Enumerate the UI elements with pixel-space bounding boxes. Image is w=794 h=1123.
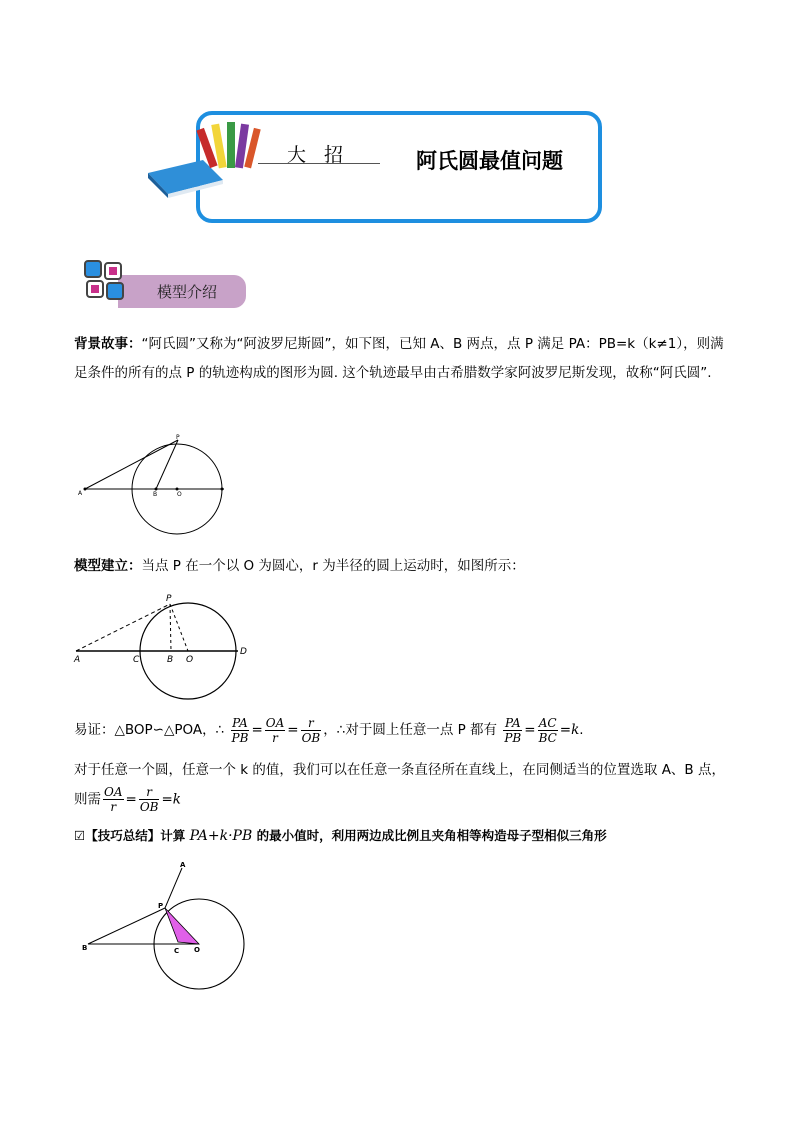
fraction-oa-r: $\frac{OA}{r}$ — [265, 715, 285, 745]
fig3-label-b: B — [82, 944, 88, 952]
fig2-label-b: B — [167, 655, 174, 665]
fig2-label-c: C — [133, 655, 140, 665]
tip-text-pre: 计算 — [160, 828, 186, 843]
background-text: “阿氏圆”又称为“阿波罗尼斯圆”，如下图，已知 A、B 两点，点 P 满足 PA：PB=k（k≠1），则满足条件的所有的点 P 的轨迹构成的图形为圆. 这个轨迹最早由古希腊数学家阿波罗尼斯发现，故称“阿氏圆”. — [74, 336, 724, 381]
fig3-label-p: P — [158, 902, 164, 910]
fig2-label-o: O — [186, 655, 194, 665]
header-tag: 大 招 — [287, 144, 350, 166]
proof-mid: ，∴对于圆上任意一点 P 都有 — [323, 722, 498, 738]
model-paragraph — [74, 552, 734, 581]
fig3-label-a: A — [180, 861, 186, 869]
proof-end: . — [579, 722, 584, 738]
any-circle-paragraph: 对于任意一个圆，任意一个 k 的值，我们可以在任意一条直径所在直线上，在同侧适当的位置选取 A、B 点， 则需 $\frac{OA}{r}$ = $\frac{r}{OB}$ =k — [74, 762, 725, 814]
fig2-label-p: P — [166, 594, 172, 604]
section-badge-icon — [80, 256, 130, 306]
fig3-label-c: C — [174, 947, 180, 955]
section-badge-label: 模型介绍 — [157, 283, 218, 301]
fraction-ac-bc: $\frac{AC}{BC}$ — [538, 715, 557, 745]
any-circle-k: k — [172, 791, 181, 808]
fig1-label-o: O — [177, 491, 182, 498]
fig3-label-o: O — [194, 946, 200, 954]
proof-k: k — [571, 722, 580, 738]
fig2-label-a: A — [74, 655, 81, 665]
page-title: 阿氏圆最值问题 — [416, 148, 563, 173]
any-circle-prefix: 则需 — [74, 791, 101, 808]
fig1-label-a: A — [78, 490, 83, 497]
tip-formula: PA+k·PB — [189, 828, 253, 844]
fraction-pa-pb-2: $\frac{PA}{PB}$ — [504, 715, 522, 745]
fig1-label-b: B — [153, 491, 158, 498]
tip-text-post: 的最小值时，利用两边成比例且夹角相等构造母子型相似三角形 — [256, 828, 607, 843]
proof-prefix: 易证： — [74, 722, 115, 738]
fraction-r-ob: $\frac{r}{OB}$ — [301, 715, 321, 745]
tip-summary — [74, 826, 607, 844]
background-paragraph — [74, 330, 734, 388]
figure-model — [70, 588, 270, 700]
background-label: 背景故事： — [74, 336, 142, 352]
checkbox-icon: ☑ — [74, 828, 86, 843]
highlighted-triangle — [165, 908, 199, 944]
fraction-oa-r-2: $\frac{OA}{r}$ — [104, 785, 123, 814]
figure-apollonius-circle — [76, 430, 236, 540]
proof-similar: △BOP∽△POA，∴ — [114, 722, 225, 738]
fig2-label-d: D — [240, 647, 247, 657]
any-circle-line1: 对于任意一个圆，任意一个 k 的值，我们可以在任意一条直径所在直线上，在同侧适当的位置选取 A、B 点， — [74, 762, 725, 778]
proof-paragraph: 易证：△BOP∽△POA，∴ $\frac{PA}{PB}$ = $\frac{OA}{r}$ = $\frac{r}{OB}$ ，∴对于圆上任意一点 P 都有 $\frac{PA}{PB}$ = $\frac{AC}{BC}$ =k. — [74, 715, 584, 745]
figure-similar-triangles — [80, 860, 250, 990]
fraction-pa-pb: $\frac{PA}{PB}$ — [231, 715, 249, 745]
model-text: 当点 P 在一个以 O 为圆心，r 为半径的圆上运动时，如图所示： — [141, 558, 525, 574]
fraction-r-ob-2: $\frac{r}{OB}$ — [139, 785, 159, 814]
model-label: 模型建立： — [74, 558, 142, 574]
books-icon — [143, 118, 273, 198]
header-tag-underline — [258, 163, 380, 164]
tip-label: 【技巧总结】 — [85, 828, 161, 843]
fig1-label-p: P — [176, 434, 180, 441]
